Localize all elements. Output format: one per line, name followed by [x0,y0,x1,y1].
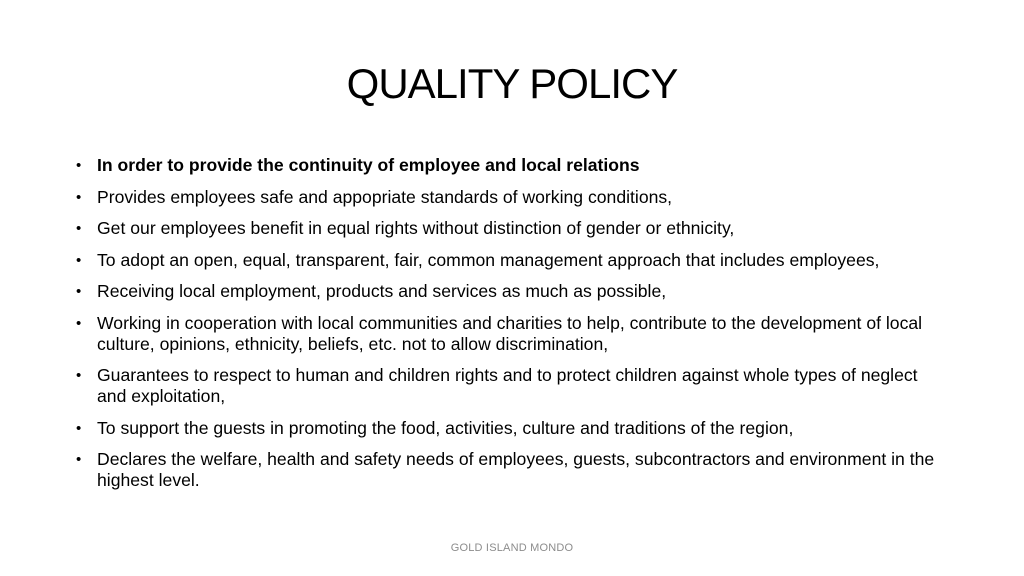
bullet-dot-icon: • [76,451,82,468]
bullet-text: Guarantees to respect to human and children rights and to protect children against whole types of neglect and exploitation, [97,365,918,406]
bullet-dot-icon: • [76,188,82,206]
bullet-item [74,418,944,439]
bullet-dot-icon: • [76,157,82,174]
bullet-dot-icon: • [76,367,82,384]
bullet-text: Receiving local employment, products and services as much as possible, [97,281,667,301]
slide-footer: GOLD ISLAND MONDO [450,542,574,554]
bullet-text: To support the guests in promoting the food, activities, culture and traditions of the region, [97,417,794,438]
bullet-dot-icon: • [76,251,82,269]
bullet-text: Working in cooperation with local communities and charities to help, contribute to the development of local culture, opinions, ethnicity, beliefs, etc. not to allow discrimination, [97,312,923,354]
bullet-dot-icon: • [76,283,82,300]
bullet-item [74,449,944,491]
bullet-text: Declares the welfare, health and safety needs of employees, guests, subcontractors and environment in the highest level. [97,449,935,490]
bullet-dot-icon: • [76,220,82,237]
bullet-text: In order to provide the continuity of employee and local relations [97,155,640,175]
bullet-dot-icon: • [76,314,82,332]
bullet-text: To adopt an open, equal, transparent, fair, common management approach that includes employees, [97,249,880,270]
bullet-dot-icon: • [76,419,82,437]
slide-title: QUALITY POLICY [346,60,678,107]
bullet-item [74,155,944,176]
bullet-item [74,281,944,302]
bullet-text: Get our employees benefit in equal rights without distinction of gender or ethnicity, [97,218,735,238]
bullet-item [74,218,944,239]
bullet-item [74,313,944,355]
bullet-item [74,250,944,271]
bullet-item [74,187,944,208]
bullet-list [74,155,944,502]
bullet-text: Provides employees safe and appopriate standards of working conditions, [97,186,673,207]
bullet-item [74,365,944,407]
